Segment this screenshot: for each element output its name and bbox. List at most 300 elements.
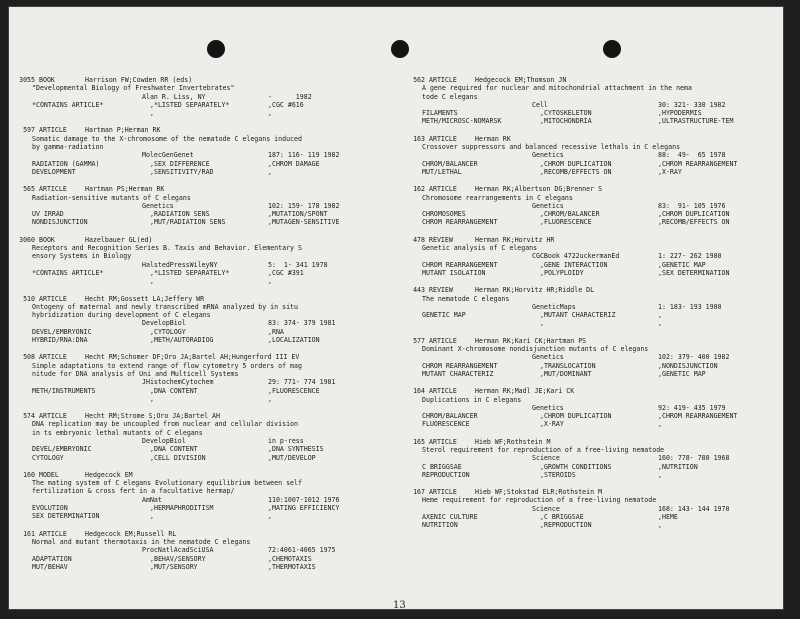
entry-header [8,76,384,84]
keyword: ,FLUORESCENCE [540,218,592,227]
bibliography-entry [8,412,384,462]
keyword-row [398,412,774,420]
entry-authors: Herman RK [475,134,511,143]
keyword-row [398,362,774,370]
keyword: ,MUT/DOMINANT [540,369,592,378]
entry-number: 574 [23,412,35,421]
keyword: ,CGC #616 [268,100,304,109]
entry-publication [8,496,384,504]
publication-field: Science [532,454,560,463]
publication-field: 168: 143- 144 1970 [658,504,730,513]
keyword-row [8,168,384,176]
keyword: FLUORESCENCE [422,420,470,429]
entry-publication [398,101,774,109]
keyword: ,CYTOLOGY [150,327,186,336]
publication-field: 110:1007-1012 1976 [268,495,340,504]
publication-field: Genetics [142,201,174,210]
bibliography-entry [8,471,384,521]
entry-authors: Hecht RM;Schomer DF;Oro JA;Bartel AH;Hungerford III EV [85,353,300,362]
keyword-row [8,395,384,403]
keyword: ,SEX DIFFERENCE [150,159,210,168]
publication-field [422,151,532,159]
entry-title-line: "Developmental Biology of Freshwater Invertebrates" [32,84,235,93]
entry-authors: Herman RK;Kari CK;Hartman PS [475,336,587,345]
entry-publication [8,378,384,386]
keyword: *CONTAINS ARTICLE* [32,268,104,277]
entry-title-line: in ts embryonic lethal mutants of C elegans [32,428,203,437]
entry-header [398,488,774,496]
entry-header [398,337,774,345]
publication-field: in p-ress [268,436,304,445]
entry-authors: Hieb WF;Rothstein M [475,437,551,446]
keyword: CHROMOSOMES [422,210,466,219]
entry-type: ARTICLE [39,185,67,194]
bibliography-entry [398,438,774,479]
entry-header [8,471,384,479]
bibliography-entry [8,126,384,176]
entry-number: 163 [413,134,425,143]
keyword: , [658,521,662,530]
keyword: MUTANT ISOLATION [422,268,486,277]
entry-number: 162 [413,185,425,194]
keyword: ,POLYPLOIDY [540,268,584,277]
page-number: 13 [393,600,406,611]
keyword-row [8,512,384,520]
keyword: C BRIGGSAE [422,462,462,471]
publication-field: Cell [532,100,548,109]
publication-field [32,151,142,159]
entry-number: 565 [23,185,35,194]
keyword: REPRODUCTION [422,470,470,479]
keyword: MUT/BEHAV [32,562,68,571]
entry-authors: Hedgecock EM;Thomson JN [475,76,567,84]
entry-publication [398,454,774,462]
entry-title-line: Ontogeny of maternal and newly transcribed mRNA analyzed by in situ [32,302,298,311]
keyword-row [398,168,774,176]
entry-title-line: tode C elegans [422,92,478,101]
publication-field: 29: 771- 774 1981 [268,378,336,387]
keyword: ,FLUORESCENCE [268,386,320,395]
entry-publication [398,303,774,311]
keyword: GENETIC MAP [422,311,466,320]
entry-title-line: Chromosome rearrangements in C elegans [422,193,573,202]
bibliography-entry [8,295,384,345]
entry-title-line: fertilization & cross fert in a facultative hermap/ [32,487,235,496]
keyword: , [658,420,662,429]
keyword: ,METH/AUTORADIOG [150,336,214,345]
entry-type: ARTICLE [429,488,457,497]
keyword-row [398,471,774,479]
keyword: ,CHROM DUPLICATION [540,412,612,421]
left-column [8,76,384,580]
publication-field [32,546,142,554]
entry-number: 165 [413,437,425,446]
entry-header [398,387,774,395]
entry-title-line: ensory Systems in Biology [32,252,132,261]
entry-type: ARTICLE [429,437,457,446]
keyword: ,SENSITIVITY/RAD [150,167,214,176]
keyword-row [398,109,774,117]
keyword: , [150,277,154,286]
keyword: , [268,109,272,118]
entry-type: ARTICLE [39,529,67,538]
entry-publication [8,202,384,210]
keyword: ,CYTOSKELETON [540,109,592,118]
keyword: DEVEL/EMBRYONIC [32,445,92,454]
keyword: , [150,512,154,521]
entry-publication [8,93,384,101]
entry-header [398,236,774,244]
keyword: ,CHROM DUPLICATION [658,210,730,219]
keyword: HYBRID/RNA:DNA [32,336,88,345]
keyword-row [8,328,384,336]
keyword: ,X-RAY [658,167,682,176]
entry-title-line: The nematode C elegans [422,294,510,303]
keyword: ,GROWTH CONDITIONS [540,462,612,471]
keyword-row [8,504,384,512]
publication-field [422,454,532,462]
keyword: RADIATION (GAMMA) [32,159,100,168]
keyword: ,MUT/SENSORY [150,562,198,571]
keyword [32,277,150,285]
publication-field: 187: 116- 119 1982 [268,151,340,160]
keyword: ,X-RAY [540,420,564,429]
publication-field [422,101,532,109]
keyword: ,CHROM DUPLICATION [540,159,612,168]
publication-field [422,303,532,311]
keyword-row [398,210,774,218]
publication-field [32,319,142,327]
entry-publication [8,546,384,554]
entry-type: MODEL [39,470,59,479]
entry-number: 160 [23,470,35,479]
publication-field: 72:4061-4065 1975 [268,546,336,555]
keyword: ,GENE INTERACTION [540,260,608,269]
publication-field: ProcNatlAcadSciUSA [142,546,214,555]
keyword-row [8,387,384,395]
entry-number: 161 [23,529,35,538]
entry-authors: Hedgecock EM [85,470,133,479]
bibliography-entry [8,185,384,226]
keyword-row [8,101,384,109]
entry-type: ARTICLE [429,387,457,396]
bibliography-entry [398,286,774,327]
keyword: ,MATING EFFICIENCY [268,504,340,513]
entry-title-line: Receptors and Recognition Series B. Taxis and Behavior. Elementary S [32,244,302,253]
keyword [32,109,150,117]
publication-field [32,93,142,101]
publication-field: DevelopBiol [142,319,186,328]
keyword: , [150,109,154,118]
keyword-row [398,261,774,269]
bibliography-entry [398,76,774,126]
punch-hole-left [207,40,225,58]
publication-field: Genetics [532,403,564,412]
keyword: ADAPTATION [32,554,72,563]
entry-publication [8,261,384,269]
keyword: MUTANT CHARACTERIZ [422,369,494,378]
entry-authors: Hedgecock EM;Russell RL [85,529,177,538]
keyword [32,395,150,403]
entry-header [398,438,774,446]
entry-header [8,295,384,303]
keyword: ,MUTANT CHARACTERIZ [540,311,616,320]
bibliography-entry [398,337,774,378]
keyword: ,CHROM DAMAGE [268,159,320,168]
keyword-row [398,319,774,327]
keyword-row [398,370,774,378]
keyword-row [398,117,774,125]
keyword: AXENIC CULTURE [422,513,478,522]
publication-field [32,496,142,504]
publication-field: 102: 159- 178 1982 [268,201,340,210]
keyword: *CONTAINS ARTICLE* [32,100,104,109]
keyword: ,HEME [658,513,678,522]
entry-type: BOOK [39,235,55,244]
keyword: CHROM/BALANCER [422,412,478,421]
entry-title-line: Duplications in C elegans [422,395,522,404]
keyword: ,NONDISJUNCTION [658,361,718,370]
bibliography-entry [8,236,384,286]
keyword: CHROM REARRANGEMENT [422,218,498,227]
entry-authors: Hecht RM;Gossett LA;Jeffery WR [85,294,205,303]
entry-authors: Herman RK;Albertson DG;Brenner S [475,185,603,194]
entry-title-line: Crossover suppressors and balanced recessive lethals in C elegans [422,143,681,152]
keyword: ,BEHAV/SENSORY [150,554,206,563]
publication-field: 83: 374- 379 1981 [268,319,336,328]
entry-type: ARTICLE [39,412,67,421]
publication-field: 83: 91- 105 1976 [658,201,726,210]
entry-publication [398,202,774,210]
keyword: ,NUTRITION [658,462,698,471]
entry-authors: Hecht RM;Strome S;Oro JA;Bartel AH [85,412,220,421]
entry-authors: Hartman P;Herman RK [85,126,161,135]
keyword: ,HYPODERMIS [658,109,702,118]
keyword-row [8,454,384,462]
keyword: ,THERMOTAXIS [268,562,316,571]
keyword: ,RECOMB/EFFECTS ON [540,167,612,176]
keyword: ,TRANSLOCATION [540,361,596,370]
entry-type: ARTICLE [429,336,457,345]
publication-field [422,404,532,412]
entry-number: 510 [23,294,35,303]
entry-header [8,236,384,244]
publication-field: Genetics [532,151,564,160]
publication-field: 1: 227- 262 1980 [658,252,722,261]
right-column [398,76,774,539]
entry-type: ARTICLE [429,185,457,194]
keyword: ,CELL DIVISION [150,453,206,462]
entry-authors: Hazelbauer GL(ed) [85,235,153,244]
bibliography-entry [8,530,384,571]
keyword: METH/MICROSC-NOMARSK [422,117,502,126]
entry-number: 3055 [19,76,35,84]
publication-field: Genetics [532,353,564,362]
keyword-row [8,269,384,277]
punch-hole-center [391,40,409,58]
keyword: CHROM REARRANGEMENT [422,361,498,370]
publication-field: 30: 321- 330 1982 [658,100,726,109]
publication-field: Genetics [532,201,564,210]
entry-title-line: A gene required for nuclear and mitochondrial attachment in the nema [422,84,692,93]
keyword: ,DNA CONTENT [150,445,198,454]
keyword: ,MITOCHONDRIA [540,117,592,126]
keyword: CHROM/BALANCER [422,159,478,168]
keyword: ,REPRODUCTION [540,521,592,530]
keyword: EVOLUTION [32,504,68,513]
keyword: ,HERMAPHRODITISM [150,504,214,513]
entry-number: 164 [413,387,425,396]
bibliography-entry [8,76,384,117]
publication-field: Science [532,504,560,513]
keyword-row [8,210,384,218]
punch-hole-right [603,40,621,58]
entry-number: 478 [413,235,425,244]
publication-field: - 1982 [268,92,312,101]
keyword: , [268,394,272,403]
entry-authors: Herman RK;Horvitz HR;Riddle DL [475,286,595,295]
publication-field [422,505,532,513]
entry-title-line: Sterol requirement for reproduction of a free-living nematode [422,445,665,454]
publication-field: DevelopBiol [142,436,186,445]
keyword: ,DNA SYNTHESIS [268,445,324,454]
publication-field: AmNat [142,495,162,504]
keyword: FILAMENTS [422,109,458,118]
entry-title-line: Genetic analysis of C elegans [422,244,538,253]
keyword-row [398,521,774,529]
entry-title-line: Dominant X-chromosome nondisjunction mutants of C elegans [422,345,649,354]
keyword: NONDISJUNCTION [32,218,88,227]
entry-type: REVIEW [429,235,453,244]
publication-field: 5: 1- 341 1978 [268,260,328,269]
keyword-row [8,160,384,168]
keyword: ,MUTATION/SPONT [268,210,328,219]
publication-field [422,202,532,210]
keyword: ,MUTAGEN-SENSITIVE [268,218,340,227]
keyword: ,MUT/DEVELOP [268,453,316,462]
publication-field [32,437,142,445]
keyword-row [398,160,774,168]
keyword-row [8,555,384,563]
keyword: , [658,311,662,320]
entry-header [8,126,384,134]
keyword: ,CHEMOTAXIS [268,554,312,563]
keyword: DEVELOPMENT [32,167,76,176]
entry-header [398,76,774,84]
entry-title-line: The mating system of C elegans Evolutionary equilibrium between self [32,479,302,488]
keyword: ,*LISTED SEPARATELY* [150,268,230,277]
keyword: ,*LISTED SEPARATELY* [150,100,230,109]
entry-title-line: by gamma-radiation [32,143,104,152]
publication-field: 102: 379- 400 1982 [658,353,730,362]
entry-type: REVIEW [429,286,453,295]
entry-title-line: Somatic damage to the X-chromosome of the nematode C elegans induced [32,134,302,143]
entry-publication [8,437,384,445]
entry-publication [398,404,774,412]
publication-field: Alan R. Liss, NY [142,92,206,101]
entry-publication [398,505,774,513]
keyword: ,CGC #391 [268,268,304,277]
entry-authors: Hieb WF;Stokstad ELR;Rothstein M [475,488,603,497]
document-page [8,6,784,610]
publication-field: MolecGenGenet [142,151,194,160]
publication-field: 1: 183- 193 1980 [658,302,722,311]
bibliography-entry [398,185,774,226]
keyword: CHROM REARRANGEMENT [422,260,498,269]
keyword: , [658,319,662,328]
keyword: ,CHROM REARRANGEMENT [658,159,738,168]
entry-publication [8,319,384,327]
entry-title-line: DNA replication may be uncoupled from nuclear and cellular division [32,420,298,429]
keyword: , [150,394,154,403]
keyword: ,STEROIDS [540,470,576,479]
entry-publication [398,151,774,159]
entry-header [398,185,774,193]
entry-number: 597 [23,126,35,135]
entry-header [8,412,384,420]
keyword-row [8,445,384,453]
keyword: , [268,167,272,176]
entry-title-line: Radiation-sensitive mutants of C elegans [32,193,191,202]
keyword: ,DNA CONTENT [150,386,198,395]
entry-number: 3060 [19,235,35,244]
entry-header [398,135,774,143]
keyword: UV IRRAD [32,210,64,219]
keyword: ,CHROM REARRANGEMENT [658,412,738,421]
entry-number: 443 [413,286,425,295]
publication-field: 160: 778- 780 1968 [658,454,730,463]
entry-title-line: Heme requirement for reproduction of a free-living nematode [422,496,657,505]
entry-type: ARTICLE [39,294,67,303]
entry-authors: Harrison FW;Cowden RR (eds) [85,76,193,84]
entry-header [8,353,384,361]
bibliography-entry [398,236,774,277]
keyword: ,MUT/RADIATION SENS [150,218,226,227]
keyword: DEVEL/EMBRYONIC [32,327,92,336]
keyword-row [398,513,774,521]
keyword-row [8,109,384,117]
keyword: SEX DETERMINATION [32,512,100,521]
keyword: CYTOLOGY [32,453,64,462]
keyword: ,LOCALIZATION [268,336,320,345]
keyword: ,GENETIC MAP [658,369,706,378]
bibliography-entry [398,135,774,176]
entry-title-line: hybridization during development of C elegans [32,311,211,320]
keyword-row [398,463,774,471]
entry-header [8,530,384,538]
bibliography-entry [8,353,384,403]
keyword: , [268,277,272,286]
bibliography-entry [398,387,774,428]
entry-title-line: nitude for DNA analysis of Uni and Multicell Systems [32,369,239,378]
publication-field: JHistochemCytochem [142,378,214,387]
keyword-row [398,269,774,277]
keyword-row [8,563,384,571]
keyword-row [398,311,774,319]
entry-title-line: Simple adaptations to extend range of flow cytometry 5 orders of mag [32,361,302,370]
keyword: , [268,512,272,521]
entry-number: 577 [413,336,425,345]
publication-field: 92: 419- 435 1979 [658,403,726,412]
entry-title-line: Normal and mutant thermotaxis in the nematode C elegans [32,537,251,546]
entry-number: 562 [413,76,425,84]
publication-field [32,261,142,269]
keyword: ,RADIATION SENS [150,210,210,219]
entry-header [398,286,774,294]
publication-field [32,202,142,210]
entry-number: 167 [413,488,425,497]
keyword: ,SEX DETERMINATION [658,268,730,277]
